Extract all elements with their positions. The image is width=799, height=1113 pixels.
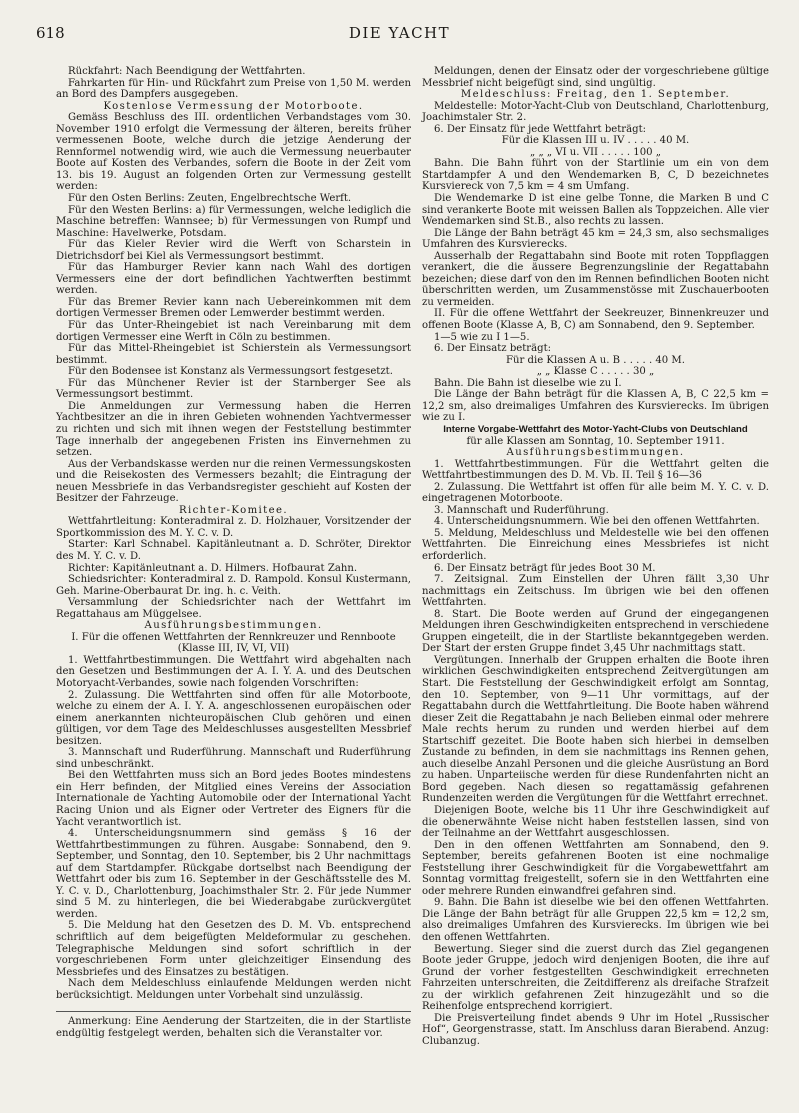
paragraph: Für das Mittel-Rheingebiet ist Schierstein als Vermessungsort bestimmt. xyxy=(56,343,411,366)
section-subtitle: für alle Klassen am Sonntag, 10. September 1911. xyxy=(466,435,725,447)
paragraph: Richter: Kapitänleutnant a. D. Hilmers. Hofbaurat Zahn. xyxy=(68,562,358,574)
paragraph: Für das Kieler Revier wird die Werft von Scharstein in Dietrichsdorf bei Kiel als Vermessungsort bestimmt. xyxy=(56,239,411,262)
paragraph: Die Wendemarke D ist eine gelbe Tonne, die Marken B und C sind verankerte Boote mit weissen Ballen als Toppzeichen. Alle vier Wendemarken sind St.B., also rechts zu lassen. xyxy=(422,193,769,228)
section-heading: Ausführungsbestimmungen. xyxy=(144,620,323,632)
paragraph: 2. Zulassung. Die Wettfahrt ist offen für alle beim M. Y. C. v. D. eingetragenen Motorboote. xyxy=(422,481,769,505)
paragraph: Rückfahrt: Nach Beendigung der Wettfahrten. xyxy=(68,66,306,77)
paragraph: Die Länge der Bahn beträgt für die Klassen A, B, C 22,5 km = 12,2 sm, also dreimaliges Umfahren des Kursvierecks. Im übrigen wie zu I. xyxy=(422,389,769,424)
footnote: Anmerkung: Eine Aenderung der Startzeiten, die in der Startliste endgültig festgelegt werden, behalten sich die Veranstalter vor. xyxy=(56,1011,411,1039)
left-column xyxy=(56,66,411,1039)
paragraph: 3. Mannschaft und Ruderführung. xyxy=(434,504,609,516)
fee-line: Für die Klassen A u. B . . . . . 40 M. xyxy=(506,354,685,366)
paragraph: 6. Der Einsatz beträgt für jedes Boot 30 M. xyxy=(434,562,656,574)
paragraph: Ausserhalb der Regattabahn sind Boote mit roten Toppflaggen verankert, die die äussere Begrenzungslinie der Regattabahn bezeichen; diese darf von den im Rennen befindlichen Booten nicht überschritten werden, um Zusammenstösse mit Zuschauerbooten zu vermeiden. xyxy=(422,250,769,308)
paragraph: Vergütungen. Innerhalb der Gruppen erhalten die Boote ihren wirklichen Geschwindigkeiten entsprechend Zeitvergütungen am Start. Die Feststellung der Geschwindigkeit erfolgt am Sonntag, den 10. September, von 9—11 Uhr vormittags, auf der Regattabahn durch die Wettfahrtleitung. Die Boote haben während dieser Zeit die Regattabahn je nach Belieben einmal oder mehrere Male rechts herum zu runden und werden hierbei auf dem Startschiff gezeitet. Die Boote haben sich hierbei in demselben Zustande zu befinden, in dem sie nachmittags ins Rennen gehen, auch dieselbe Anzahl Personen und die gleiche Ausrüstung an Bord zu haben. Unparteiische werden für diese Rundenfahrten nicht an Bord gegeben. Nach diesen so regattamässig gefahrenen Rundenzeiten werden die Vergütungen für die Wettfahrt errechnet. xyxy=(422,654,769,805)
paragraph: Für den Westen Berlins: a) für Vermessungen, welche lediglich die Maschine betreffen: Wannsee; b) für Vermessungen von Rumpf und Maschine: Havelwerke, Potsdam. xyxy=(56,204,411,239)
paragraph: 3. Mannschaft und Ruderführung. Mannschaft und Ruderführung sind unbeschränkt. xyxy=(56,747,411,770)
paragraph: Wettfahrtleitung: Konteradmiral z. D. Holzhauer, Vorsitzender der Sportkommission des M. Y. C. v. D. xyxy=(56,516,411,539)
paragraph: Für das Unter-Rheingebiet ist nach Vereinbarung mit dem dortigen Vermesser eine Werft in Cöln zu bestimmen. xyxy=(56,320,411,343)
paragraph: 1—5 wie zu I 1—5. xyxy=(434,331,530,343)
paragraph: Aus der Verbandskasse werden nur die reinen Vermessungskosten und die Reisekosten des Vermessers bezahlt; die Eintragung der neuen Messbriefe in das Verbandsregister geschieht auf Kosten der Besitzer der Fahrzeuge. xyxy=(56,458,411,505)
paragraph: 5. Die Meldung hat den Gesetzen des D. M. Vb. entsprechend schriftlich auf dem beigefügten Meldeformular zu geschehen. Telegraphische Meldungen sind sofort schriftlich in der vorgeschriebenen Form unter gleichzeitiger Einsendung des Messbriefes und des Einsatzes zu bestätigen. xyxy=(56,920,411,978)
fee-line: „ „ „ VI u. VII . . . . . 100 „ xyxy=(530,146,661,158)
section-heading: Richter-Komitee. xyxy=(178,504,288,516)
paragraph: Nach dem Meldeschluss einlaufende Meldungen werden nicht berücksichtigt. Meldungen unter Vorbehalt sind unzulässig. xyxy=(56,978,411,1001)
paragraph: Diejenigen Boote, welche bis 11 Uhr ihre Geschwindigkeit auf die obenerwähnte Weise nicht haben feststellen lassen, sind von der Teilnahme an der Wettfahrt ausgeschlossen. xyxy=(422,805,769,840)
paragraph: 6. Der Einsatz für jede Wettfahrt beträgt: xyxy=(434,123,647,135)
paragraph: 8. Start. Die Boote werden auf Grund der eingegangenen Meldungen ihren Geschwindigkeiten entsprechend in verschiedene Gruppen eingeteilt, die in der Startliste bekanntgegeben werden. Der Start der ersten Gruppe findet 3,45 Uhr nachmittags statt. xyxy=(422,608,769,655)
paragraph: Meldungen, denen der Einsatz oder der vorgeschriebene gültige Messbrief nicht beigefügt sind, sind ungültig. xyxy=(422,66,769,89)
page-number: 618 xyxy=(36,24,65,42)
paragraph: Bahn. Die Bahn führt von der Startlinie um ein von dem Startdampfer A und den Wendemarken B, C, D bezeichnetes Kursviereck von 7,5 km = 4 sm Umfang. xyxy=(422,158,769,193)
page-header xyxy=(36,24,763,46)
paragraph: 7. Zeitsignal. Zum Einstellen der Uhren fällt 3,30 Uhr nachmittags ein Zeitschuss. Im übrigen wie bei den offenen Wettfahrten. xyxy=(422,574,769,609)
paragraph: Die Preisverteilung findet abends 9 Uhr im Hotel „Russischer Hof“, Georgenstrasse, statt. Im Anschluss daran Bierabend. Anzug: Clubanzug. xyxy=(422,1012,769,1047)
paragraph: Fahrkarten für Hin- und Rückfahrt zum Preise von 1,50 M. werden an Bord des Dampfers ausgegeben. xyxy=(56,77,411,101)
paragraph: Für das Bremer Revier kann nach Uebereinkommen mit dem dortigen Vermesser Bremen oder Lemwerder bestimmt werden. xyxy=(56,296,411,320)
paragraph: Starter: Karl Schnabel. Kapitänleutnant a. D. Schröter, Direktor des M. Y. C. v. D. xyxy=(56,539,411,562)
paragraph: Die Länge der Bahn beträgt 45 km = 24,3 sm, also sechsmaliges Umfahren des Kursvierecks. xyxy=(422,227,769,251)
section-heading: Ausführungsbestimmungen. xyxy=(506,447,685,459)
paragraph: Für das Münchener Revier ist der Starnberger See als Vermessungsort bestimmt. xyxy=(56,377,411,401)
paragraph: 5. Meldung, Meldeschluss und Meldestelle wie bei den offenen Wettfahrten. Die Einreichung eines Messbriefes ist nicht erforderlich. xyxy=(422,527,769,562)
paragraph: 1. Wettfahrtbestimmungen. Für die Wettfahrt gelten die Wettfahrtbestimmungen des D. M. Vb. II. Teil § 16—36 xyxy=(422,458,769,482)
paragraph: Für den Bodensee ist Konstanz als Vermessungsort festgesetzt. xyxy=(68,366,393,378)
section-heading: Meldeschluss: Freitag, den 1. September. xyxy=(460,89,731,101)
paragraph: Die Anmeldungen zur Vermessung haben die Herren Yachtbesitzer an die in ihren Gebieten wohnenden Yachtvermesser zu richten und sich mit ihnen wegen der Feststellung bestimmter Tage innerhalb der angegebenen Fristen ins Einvernehmen zu setzen. xyxy=(56,400,411,459)
section-subheading: II. Für die offene Wettfahrt der Seekreuzer, Binnenkreuzer und offenen Boote (Klasse A, B, C) am Sonnabend, den 9. September. xyxy=(422,308,769,332)
paragraph: Bahn. Die Bahn ist dieselbe wie zu I. xyxy=(434,377,622,389)
paragraph: 6. Der Einsatz beträgt: xyxy=(434,343,552,355)
paragraph: 9. Bahn. Die Bahn ist dieselbe wie bei den offenen Wettfahrten. Die Länge der Bahn beträgt für alle Gruppen 22,5 km = 12,2 sm, also dreimaliges Umfahren des Kursvierecks. Im übrigen wie bei den offenen Wettfahrten. xyxy=(422,897,769,944)
magazine-title: DIE YACHT xyxy=(348,24,451,42)
paragraph: 4. Unterscheidungsnummern sind gemäss § 16 der Wettfahrtbestimmungen zu führen. Ausgabe: Sonnabend, den 9. September, und Sonntag, den 10. September, bis 2 Uhr nachmittags auf dem Startdampfer. Rückgabe dortselbst nach Beendigung der Wettfahrt oder bis zum 16. September in der Geschäftsstelle des M. Y. C. v. D., Charlottenburg, Joachimsthaler Str. 2. Für jede Nummer sind 5 M. zu hinterlegen, die bei Wiederabgabe zurückvergütet werden. xyxy=(56,828,411,920)
paragraph: 4. Unterscheidungsnummern. Wie bei den offenen Wettfahrten. xyxy=(434,516,760,528)
section-subheading: I. Für die offenen Wettfahrten der Rennkreuzer und Rennboote (Klasse III, IV, VI, VII) xyxy=(71,631,396,655)
paragraph: Bei den Wettfahrten muss sich an Bord jedes Bootes mindestens ein Herr befinden, der Mitglied eines Vereins der Association Internationale de Yachting Automobile oder der International Yacht Racing Union und als Eigner oder Vertreter des Eigners für die Yacht verantwortlich ist. xyxy=(56,770,411,828)
section-heading: Kostenlose Vermessung der Motorboote. xyxy=(103,100,364,112)
fee-line: „ „ Klasse C . . . . . 30 „ xyxy=(536,366,655,378)
paragraph: Schiedsrichter: Konteradmiral z. D. Rampold. Konsul Kustermann, Geh. Marine-Oberbaurat Dr. ing. h. c. Veith. xyxy=(56,574,411,597)
paragraph: Für den Osten Berlins: Zeuten, Engelbrechtsche Werft. xyxy=(68,193,352,205)
paragraph: Bewertung. Sieger sind die zuerst durch das Ziel gegangenen Boote jeder Gruppe, jedoch wird denjenigen Booten, die ihre auf Grund der vorher festgestellten Geschwindigkeit errechneten Fahrzeiten unterschreiten, die Zeitdifferenz als dreifache Strafzeit zu der wirklich gefahrenen Zeit hinzugezählt und so die Reihenfolge entsprechend korrigiert. xyxy=(422,943,769,1013)
paragraph: 2. Zulassung. Die Wettfahrten sind offen für alle Motorboote, welche zu einem der A. I. Y. A. angeschlossenen europäischen oder einem anerkannten nichteuropäischen Club gehören und einen gültigen, vor dem Tage des Meldeschlusses ausgestellten Messbrief besitzen. xyxy=(56,689,411,747)
right-column xyxy=(422,66,769,1047)
paragraph: Meldestelle: Motor-Yacht-Club von Deutschland, Charlottenburg, Joachimstaler Str. 2. xyxy=(422,100,769,124)
section-title: Interne Vorgabe-Wettfahrt des Motor-Yacht-Clubs von Deutschland xyxy=(443,423,748,435)
paragraph: Gemäss Beschluss des III. ordentlichen Verbandstages vom 30. November 1910 erfolgt die Vermessung der älteren, bereits früher vermessenen Boote, welche durch die jetzige Aenderung der Rennformel notwendig wird, wie auch die Vermessung neuerbauter Boote auf Kosten des Verbandes, sofern die Boote in der Zeit vom 13. bis 19. August an folgenden Orten zur Vermessung gestellt werden: xyxy=(56,112,411,193)
paragraph: Versammlung der Schiedsrichter nach der Wettfahrt im Regattahaus am Müggelsee. xyxy=(56,597,411,620)
paragraph: Den in den offenen Wettfahrten am Sonnabend, den 9. September, bereits gefahrenen Booten ist eine nochmalige Feststellung ihrer Geschwindigkeit für die Vorgabewettfahrt am Sonntag vormittag freigestellt, sofern sie in den Wettfahrten eine oder mehrere Runden einwandfrei gefahren sind. xyxy=(422,839,769,897)
fee-line: Für die Klassen III u. IV . . . . . 40 M. xyxy=(501,135,690,147)
paragraph: Für das Hamburger Revier kann nach Wahl des dortigen Vermessers eine der dort befindlichen Yachtwerften bestimmt werden. xyxy=(56,262,411,297)
paragraph: 1. Wettfahrtbestimmungen. Die Wettfahrt wird abgehalten nach den Gesetzen und Bestimmungen der A. I. Y. A. und des Deutschen Motoryacht-Verbandes, sowie nach folgenden Vorschriften: xyxy=(56,654,411,689)
